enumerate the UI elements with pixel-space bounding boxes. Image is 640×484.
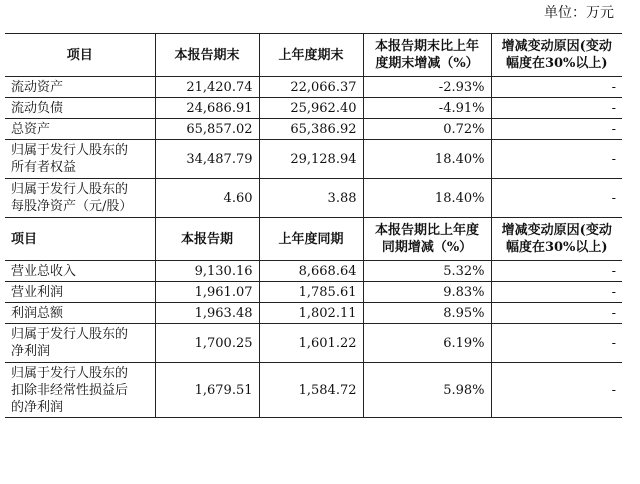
row-change: 5.32% xyxy=(363,261,491,282)
row-change: 8.95% xyxy=(363,303,491,324)
row-previous: 1,785.61 xyxy=(259,282,363,303)
header-current-period-end: 本报告期末 xyxy=(155,34,259,77)
row-item: 流动负债 xyxy=(5,98,155,119)
row-item-line1: 归属于发行人股东的 xyxy=(11,182,129,197)
header-change-reason xyxy=(491,34,622,77)
row-item-line3: 的净利润 xyxy=(11,399,64,415)
row-item-line1: 归属于发行人股东的 xyxy=(11,143,129,158)
row-reason: - xyxy=(491,363,622,418)
table-row xyxy=(5,179,622,218)
row-previous: 8,668.64 xyxy=(259,261,363,282)
header-current-period: 本报告期 xyxy=(155,218,259,261)
row-reason: - xyxy=(491,98,622,119)
row-item xyxy=(5,179,155,218)
row-item: 总资产 xyxy=(5,119,155,140)
header-change-line2: 度期末增减（%） xyxy=(375,56,479,71)
row-reason: - xyxy=(491,179,622,218)
row-reason: - xyxy=(491,119,622,140)
table-row xyxy=(5,119,622,140)
row-current: 1,963.48 xyxy=(155,303,259,324)
row-reason: - xyxy=(491,303,622,324)
table-row xyxy=(5,98,622,119)
row-current: 34,487.79 xyxy=(155,140,259,179)
header-change-line2: 同期增减（%） xyxy=(381,240,473,255)
header-change-percent xyxy=(363,218,491,261)
row-reason: - xyxy=(491,140,622,179)
row-item-line2: 净利润 xyxy=(11,344,51,359)
row-change: 9.83% xyxy=(363,282,491,303)
header-change-reason xyxy=(491,218,622,261)
row-current: 4.60 xyxy=(155,179,259,218)
row-item: 利润总额 xyxy=(5,303,155,324)
financial-summary-table xyxy=(5,33,622,418)
table-row xyxy=(5,282,622,303)
header-change-line1: 本报告期比上年度 xyxy=(374,223,479,238)
row-previous: 25,962.40 xyxy=(259,98,363,119)
row-previous: 65,386.92 xyxy=(259,119,363,140)
income-header-row xyxy=(5,218,622,261)
table-row xyxy=(5,261,622,282)
table-row xyxy=(5,324,622,363)
row-current: 65,857.02 xyxy=(155,119,259,140)
row-previous: 1,601.22 xyxy=(259,324,363,363)
table-row xyxy=(5,363,622,418)
row-current: 24,686.91 xyxy=(155,98,259,119)
header-reason-line2: 幅度在30%以上) xyxy=(505,240,608,255)
table-row xyxy=(5,303,622,324)
row-change: 6.19% xyxy=(363,324,491,363)
header-reason-line2: 幅度在30%以上) xyxy=(505,56,608,71)
header-previous-same-period: 上年度同期 xyxy=(259,218,363,261)
header-reason-line1: 增减变动原因(变动 xyxy=(501,223,612,238)
header-change-percent xyxy=(363,34,491,77)
row-item: 流动资产 xyxy=(5,77,155,98)
row-item xyxy=(5,363,155,418)
row-current: 9,130.16 xyxy=(155,261,259,282)
row-previous: 3.88 xyxy=(259,179,363,218)
row-reason: - xyxy=(491,77,622,98)
header-change-line1: 本报告期末比上年 xyxy=(374,39,479,54)
header-reason-line1: 增减变动原因(变动 xyxy=(501,39,612,54)
row-change: 18.40% xyxy=(363,179,491,218)
row-item-line1: 归属于发行人股东的 xyxy=(11,365,129,381)
row-change: 18.40% xyxy=(363,140,491,179)
header-item: 项目 xyxy=(5,218,155,261)
row-item xyxy=(5,140,155,179)
table-row xyxy=(5,140,622,179)
row-previous: 29,128.94 xyxy=(259,140,363,179)
header-previous-year-end: 上年度期末 xyxy=(259,34,363,77)
row-previous: 1,802.11 xyxy=(259,303,363,324)
row-previous: 1,584.72 xyxy=(259,363,363,418)
row-change: -2.93% xyxy=(363,77,491,98)
row-item-line2: 所有者权益 xyxy=(11,160,77,175)
header-item: 项目 xyxy=(5,34,155,77)
table-row xyxy=(5,77,622,98)
row-current: 1,700.25 xyxy=(155,324,259,363)
row-reason: - xyxy=(491,261,622,282)
row-current: 21,420.74 xyxy=(155,77,259,98)
row-change: 0.72% xyxy=(363,119,491,140)
row-item-line1: 归属于发行人股东的 xyxy=(11,327,129,342)
row-item-line2: 扣除非经常性损益后 xyxy=(11,382,129,398)
row-current: 1,961.07 xyxy=(155,282,259,303)
row-change: 5.98% xyxy=(363,363,491,418)
row-reason: - xyxy=(491,282,622,303)
row-item: 营业总收入 xyxy=(5,261,155,282)
row-item-line2: 每股净资产（元/股） xyxy=(11,199,133,214)
row-change: -4.91% xyxy=(363,98,491,119)
row-current: 1,679.51 xyxy=(155,363,259,418)
unit-label: 单位：万元 xyxy=(544,5,614,21)
row-item: 营业利润 xyxy=(5,282,155,303)
row-previous: 22,066.37 xyxy=(259,77,363,98)
row-reason: - xyxy=(491,324,622,363)
balance-header-row xyxy=(5,34,622,77)
row-item xyxy=(5,324,155,363)
